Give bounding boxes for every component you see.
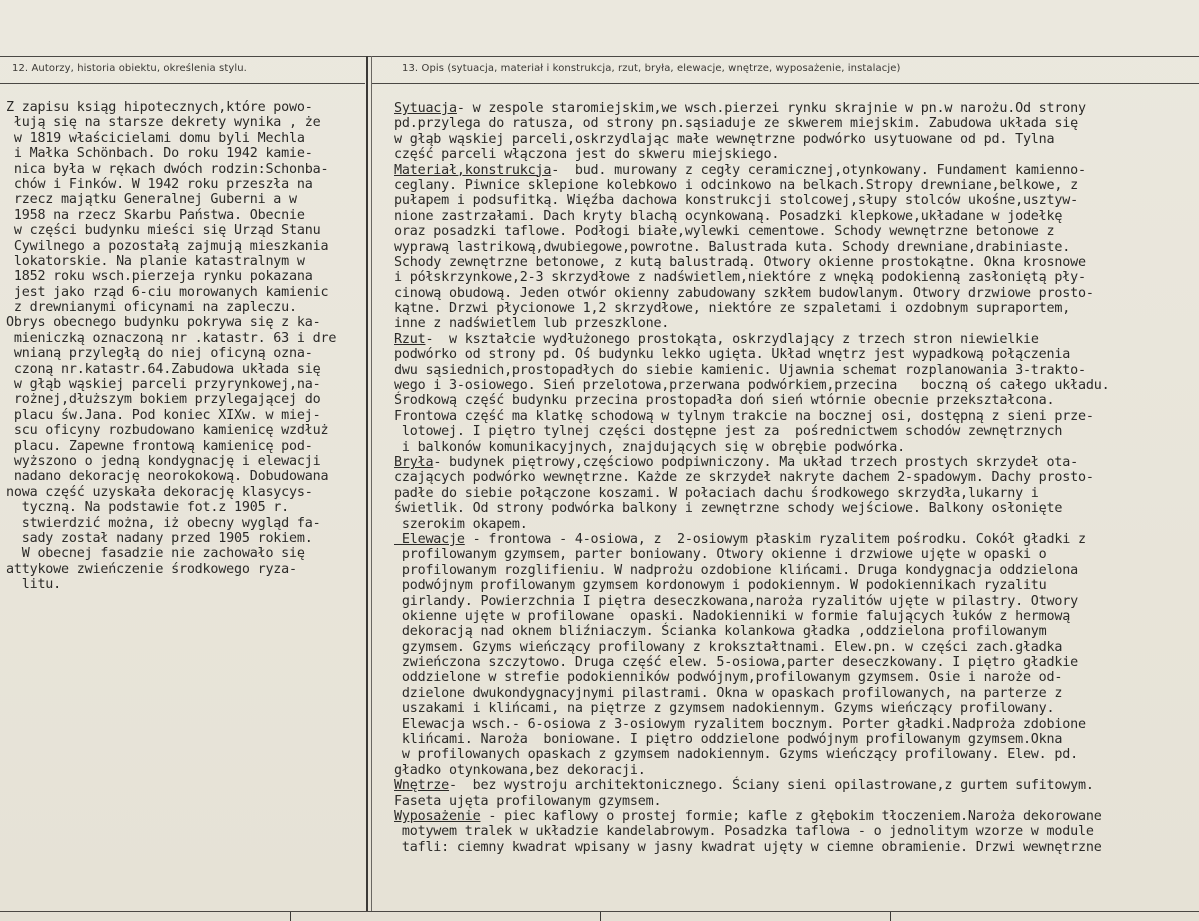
history-line: lokatorskie. Na planie katastralnym w — [6, 253, 305, 269]
description-line — [394, 193, 1199, 208]
description-text: dwu sąsiednich,prostopadłych do siebie kamienic. Ujawnia schemat rozplanowania 3-trakto- — [394, 362, 1086, 378]
description-line — [394, 393, 1199, 408]
section-label: Sytuacja — [394, 101, 457, 116]
description-line — [394, 163, 1199, 178]
description-text: część parceli włączona jest do skweru miejskiego. — [394, 147, 780, 163]
history-line: czoną nr.katastr.64.Zabudowa układa się — [6, 361, 321, 377]
history-line: tyczną. Na podstawie fot.z 1905 r. — [6, 500, 290, 516]
description-text: klińcami. Naroża boniowane. I piętro oddzielone podwójnym profilowanym gzymsem.Okna — [394, 732, 1063, 748]
history-line: i Małka Schönbach. Do roku 1942 kamie- — [6, 146, 313, 162]
description-text: profilowanym gzymsem, parter boniowany. Otwory okienne i drzwiowe ujęte w opaski o — [394, 547, 1047, 563]
history-line: placu św.Jana. Pod koniec XIXw. w miej- — [6, 407, 321, 423]
description-text: - piec kaflowy o prostej formie; kafle z głębokim tłoczeniem.Naroża dekorowane — [480, 808, 1102, 824]
bottom-tick — [890, 912, 891, 921]
bottom-tick — [600, 912, 601, 921]
bottom-tick — [290, 912, 291, 921]
description-line — [394, 316, 1199, 331]
description-text: podwórko od strony pd. Oś budynku lekko ugięta. Układ wnętrz jest wypadkową połączenia — [394, 347, 1071, 363]
description-text: czających podwórko wewnętrzne. Każde ze skrzydeł nakryte dachem 2-spadowym. Dachy prosto- — [394, 470, 1094, 486]
description-text: wego i 3-osiowego. Sień przelotowa,przerwana podwórkiem,przecina boczną oś całego układu. — [394, 378, 1110, 394]
description-line — [394, 424, 1199, 439]
description-column — [394, 101, 1199, 855]
section-12-header: 12. Autorzy, historia obiektu, określenia stylu. — [12, 63, 247, 74]
description-line — [394, 778, 1199, 793]
description-line — [394, 116, 1199, 131]
history-line: łują się na starsze dekrety wynika , że — [6, 115, 321, 131]
history-column — [6, 100, 364, 593]
description-text: - w zespole staromiejskim,we wsch.pierzei rynku skrajnie w pn.w narożu.Od strony — [456, 101, 1086, 116]
history-line: 1852 roku wsch.pierzeja rynku pokazana — [6, 269, 313, 285]
description-text: Frontowa część ma klatkę schodową w tylnym trakcie na bocznej osi, dostępną z sieni prze- — [394, 408, 1094, 424]
description-text: w profilowanych opaskach z gzymsem nadokiennym. Gzyms wieńczący profilowany. Elew. pd. — [394, 747, 1078, 763]
description-line — [394, 701, 1199, 716]
top-rule — [0, 56, 1199, 57]
description-line — [394, 732, 1199, 747]
description-line — [394, 470, 1199, 485]
history-line: Cywilnego a pozostałą zajmują mieszkania — [6, 238, 329, 254]
description-text: lotowej. I piętro tylnej części dostępne jest za pośrednictwem schodów zewnętrznych — [394, 424, 1063, 440]
description-text: profilowanym rozglifieniu. W nadprożu ozdobione klińcami. Druga kondygnacja oddzielona — [394, 562, 1078, 578]
description-line — [394, 670, 1199, 685]
description-text: wyprawą lastrikową,dwubiegowe,powrotne. Balustrada kuta. Schody drewniane,drabiniaste. — [394, 239, 1071, 255]
history-line: nowa część uzyskała dekorację klasycys- — [6, 484, 313, 500]
description-line — [394, 332, 1199, 347]
description-line — [394, 624, 1199, 639]
description-text: oraz posadzki taflowe. Podłogi białe,wylewki cementowe. Schody wewnętrzne betonowe z — [394, 224, 1055, 240]
description-line — [394, 286, 1199, 301]
description-text: motywem tralek w układzie kandelabrowym. Posadzka taflowa - o jednolitym wzorze w module — [394, 824, 1094, 840]
description-text: girlandy. Powierzchnia I piętra deseczkowana,naroża ryzalitów ujęte w pilastry. Otwory — [394, 593, 1078, 609]
description-text: podwójnym profilowanym gzymsem kordonowym i podokiennym. W podokiennikach ryzalitu — [394, 578, 1047, 594]
description-text: pułapem i podsufitką. Więźba dachowa konstrukcji stolcowej,słupy stolców ukośne,usztyw- — [394, 193, 1078, 209]
section-label: Bryła — [394, 454, 434, 470]
history-line: chów i Finków. W 1942 roku przeszła na — [6, 176, 313, 192]
description-line — [394, 578, 1199, 593]
description-text: nione zastrzałami. Dach kryty blachą ocynkowaną. Posadzki klepkowe,układane w jodełkę — [394, 208, 1063, 224]
description-line — [394, 609, 1199, 624]
description-text: uszakami i klińcami, na piętrze z gzymsem nadokiennym. Gzyms wieńczący profilowany. — [394, 701, 1055, 717]
description-text: gładko otynkowana,bez dekoracji. — [394, 762, 646, 778]
description-text: padłe do siebie połączone koszami. W połaciach dachu środkowego skrzydła,lukarny i — [394, 485, 1039, 501]
description-line — [394, 501, 1199, 516]
description-line — [394, 547, 1199, 562]
description-text: zwieńczona szczytowo. Druga część elew. 5-osiowa,parter deseczkowany. I piętro gładkie — [394, 655, 1078, 671]
description-line — [394, 378, 1199, 393]
history-line: wnianą przyległą do niej oficyną ozna- — [6, 346, 313, 362]
description-line — [394, 794, 1199, 809]
description-text: - bez wystroju architektonicznego. Ściany sieni opilastrowane,z gurtem sufitowym. — [449, 778, 1094, 794]
description-line — [394, 594, 1199, 609]
description-text: - frontowa - 4-osiowa, z 2-osiowym płaskim ryzalitem pośrodku. Cokół gładki z — [464, 531, 1086, 547]
description-text: - bud. murowany z cegły ceramicznej,otynkowany. Fundament kamienno- — [551, 162, 1086, 178]
description-line — [394, 224, 1199, 239]
description-line — [394, 655, 1199, 670]
description-text: tafli: ciemny kwadrat wpisany w jasny kwadrat ujęty w ciemne obramienie. Drzwi wewnętrzne — [394, 839, 1102, 855]
description-line — [394, 347, 1199, 362]
section-label: Elewacje — [394, 531, 465, 547]
description-line — [394, 147, 1199, 162]
description-text: cinową obudową. Jeden otwór okienny zabudowany szkłem budowlanym. Otwory drzwiowe prosto- — [394, 285, 1094, 301]
description-line — [394, 532, 1199, 547]
history-line: nadano dekorację neorokokową. Dobudowana — [6, 469, 329, 485]
description-text: Schody zewnętrzne betonowe, z kutą balustradą. Otwory okienne prostokątne. Okna krosnowe — [394, 254, 1086, 270]
header-rule-left — [0, 83, 365, 84]
history-line: Obrys obecnego budynku pokrywa się z ka- — [6, 315, 321, 331]
description-text: i balkonów komunikacyjnych, znajdujących się w obrębie podwórka. — [394, 439, 906, 455]
history-line: w części budynku mieści się Urząd Stanu — [6, 223, 321, 239]
description-line — [394, 840, 1199, 855]
section-label: Wyposażenie — [394, 808, 481, 824]
description-line — [394, 409, 1199, 424]
history-line: W obecnej fasadzie nie zachowało się — [6, 546, 305, 562]
section-label: Wnętrze — [394, 778, 450, 794]
history-line: wyższono o jedną kondygnację i elewacji — [6, 453, 321, 469]
description-text: dekoracją nad oknem bliźniaczym. Ścianka kolankowa gładka ,oddzielona profilowanym — [394, 624, 1047, 640]
description-line — [394, 240, 1199, 255]
description-text: kątne. Drzwi płycionowe 1,2 skrzydłowe, niektóre ze szpaletami i ozdobnym supraportem, — [394, 301, 1071, 317]
history-line: scu oficyny rozbudowano kamienicę wzdłuż — [6, 423, 329, 439]
history-line: mieniczką oznaczoną nr .katastr. 63 i dre — [6, 330, 337, 346]
description-line — [394, 270, 1199, 285]
history-line: w głąb wąskiej parceli przyrynkowej,na- — [6, 377, 321, 393]
description-line — [394, 747, 1199, 762]
history-line: sady został nadany przed 1905 rokiem. — [6, 530, 313, 546]
description-text: Elewacja wsch.- 6-osiowa z 3-osiowym ryzalitem bocznym. Porter gładki.Nadproża zdobione — [394, 716, 1086, 732]
history-line: placu. Zapewne frontową kamienicę pod- — [6, 438, 313, 454]
description-line — [394, 809, 1199, 824]
description-text: gzymsem. Gzyms wieńczący profilowany z krokształtnami. Elew.pn. w części zach.gładka — [394, 639, 1063, 655]
description-line — [394, 717, 1199, 732]
history-line: 1958 na rzecz Skarbu Państwa. Obecnie — [6, 207, 305, 223]
description-text: okienne ujęte w profilowane opaski. Nadokienniki w formie falujących łuków z hermową — [394, 608, 1071, 624]
history-line: rożnej,dłuższym bokiem przylegającej do — [6, 392, 321, 408]
description-text: i półskrzynkowe,2-3 skrzydłowe z nadświetlem,niektóre z wnęką podokienną zasłoniętą pły- — [394, 270, 1086, 286]
description-text: Faseta ujęta profilowanym gzymsem. — [394, 793, 662, 809]
history-line: z drewnianymi oficynami na zapleczu. — [6, 300, 297, 316]
description-line — [394, 132, 1199, 147]
history-line: attykowe zwieńczenie środkowego ryza- — [6, 561, 297, 577]
description-line — [394, 178, 1199, 193]
description-line — [394, 255, 1199, 270]
description-line — [394, 763, 1199, 778]
column-divider-secondary — [371, 56, 372, 921]
history-line: jest jako rząd 6-ciu morowanych kamienic — [6, 284, 329, 300]
section-label: Materiał,konstrukcja — [394, 162, 552, 178]
description-line — [394, 209, 1199, 224]
description-text: pd.przylega do ratusza, od strony pn.sąsiaduje ze skwerem miejskim. Zabudowa układa się — [394, 116, 1078, 132]
description-line — [394, 101, 1199, 116]
history-line: w 1819 właścicielami domu byli Mechla — [6, 130, 305, 146]
description-line — [394, 486, 1199, 501]
description-text: - w kształcie wydłużonego prostokąta, oskrzydlający z trzech stron niewielkie — [425, 331, 1039, 347]
description-line — [394, 455, 1199, 470]
description-line — [394, 517, 1199, 532]
description-line — [394, 440, 1199, 455]
history-line: nica była w rękach dwóch rodzin:Schonba- — [6, 161, 329, 177]
description-text: szerokim okapem. — [394, 516, 528, 532]
description-line — [394, 824, 1199, 839]
description-text: świetlik. Od strony podwórka balkony i zewnętrzne schody wejściowe. Balkony osłonięte — [394, 501, 1063, 517]
description-text: inne z nadświetlem lub przeszklone. — [394, 316, 670, 332]
description-text: ceglany. Piwnice sklepione kolebkowo i odcinkowo na belkach.Stropy drewniane,belkowe, z — [394, 177, 1078, 193]
description-text: w głąb wąskiej parceli,oskrzydlając małe wewnętrzne podwórko usytuowane od pd. Tylna — [394, 131, 1055, 147]
history-line: litu. — [6, 577, 62, 593]
history-line: rzecz majątku Generalnej Guberni a w — [6, 192, 297, 208]
description-line — [394, 686, 1199, 701]
section-label: Rzut — [394, 331, 426, 347]
description-line — [394, 363, 1199, 378]
description-line — [394, 640, 1199, 655]
history-line: stwierdzić można, iż obecny wygląd fa- — [6, 515, 321, 531]
description-text: oddzielone w strefie podokienników podwójnym,profilowanym gzymsem. Osie i naroże od- — [394, 670, 1063, 686]
section-13-header: 13. Opis (sytuacja, materiał i konstrukcja, rzut, bryła, elewacje, wnętrze, wyposażenie, instalacje) — [402, 63, 901, 74]
description-text: dzielone dwukondygnacyjnymi pilastrami. Okna w opaskach profilowanych, na parterze z — [394, 685, 1063, 701]
description-line — [394, 301, 1199, 316]
column-divider — [366, 56, 368, 921]
description-text: - budynek piętrowy,częściowo podpiwniczony. Ma układ trzech prostych skrzydeł ota- — [433, 454, 1078, 470]
description-line — [394, 563, 1199, 578]
history-line: Z zapisu ksiąg hipotecznych,które powo- — [6, 100, 313, 115]
header-rule-right — [372, 83, 1199, 84]
description-text: Środkową część budynku przecina prostopadła doń sień wtórnie obecnie przekształcona. — [394, 393, 1055, 409]
